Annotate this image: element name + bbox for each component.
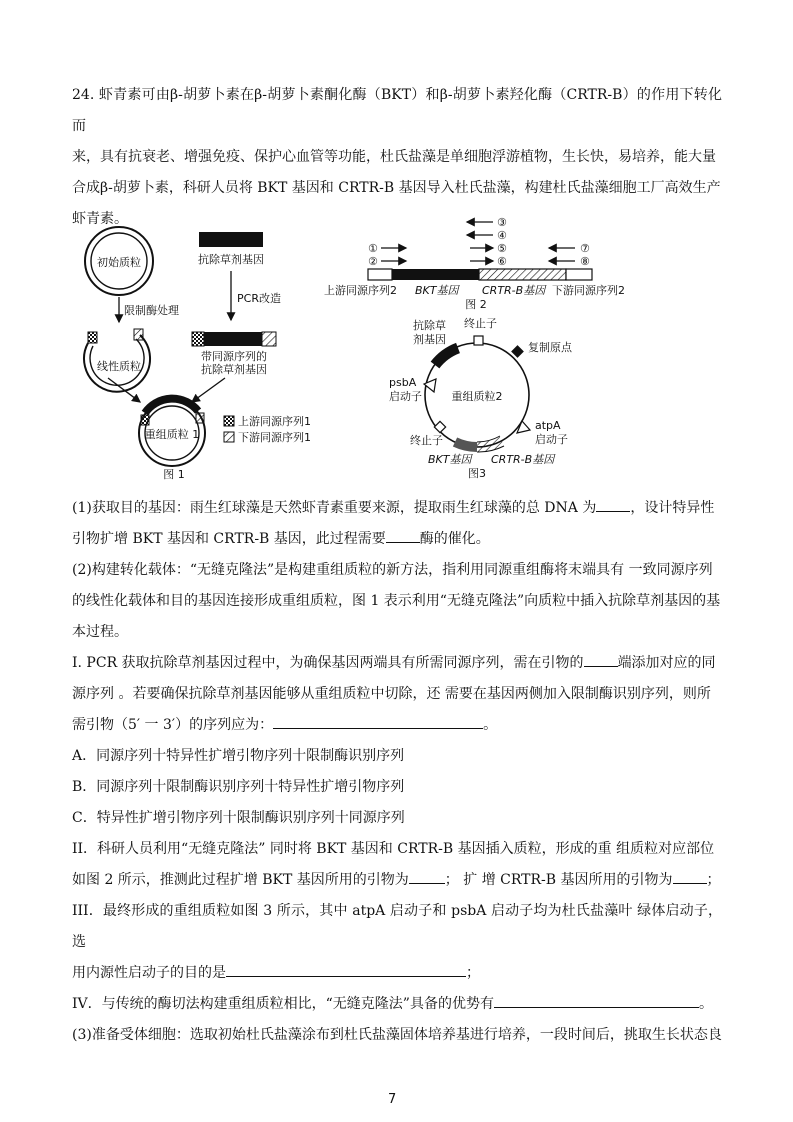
primer-4-label: ④ (497, 229, 507, 242)
herbicide-label-1: 抗除草 (413, 319, 446, 332)
q2iii-line-1: III．最终形成的重组质粒如图 3 所示，其中 atpA 启动子和 psbA 启动子均为杜氏盐藻叶 绿体启动子，选 (72, 903, 722, 950)
linear-plasmid-label: 线性质粒 (97, 360, 141, 373)
q1-line-2: 引物扩增 BKT 基因和 CRTR-B 基因，此过程需要 酶的催化。 (72, 524, 722, 555)
figures-area (0, 208, 793, 488)
arrow-merge-right (192, 378, 225, 402)
downstream-homolog-2-bar (566, 269, 592, 280)
herbicide-label-2: 剂基因 (413, 333, 446, 346)
page-number: 7 (388, 1092, 397, 1107)
answer-blank-6[interactable] (673, 867, 707, 884)
answer-blank-4[interactable] (273, 712, 483, 729)
answer-blank-8[interactable] (494, 991, 699, 1008)
bkt-label: BKT基因 (428, 453, 472, 466)
option-c: C．特异性扩增引物序列十限制酶识别序列十同源序列 (72, 810, 405, 826)
figure-2-caption: 图 2 (465, 298, 487, 311)
q3-line-1: (3)准备受体细胞：选取初始杜氏盐藻涂布到杜氏盐藻固体培养基进行培养，一段时间后，挑取生长状态良 (72, 1027, 722, 1043)
answer-blank-5[interactable] (409, 867, 445, 884)
primer-5-label: ⑤ (497, 242, 507, 255)
q2iv-line-1: IV．与传统的酶切法构建重组质粒相比，“无缝克隆法”具备的优势有 。 (72, 989, 722, 1020)
atpa-label-1: atpA (535, 419, 561, 432)
initial-plasmid (85, 227, 153, 295)
stem-line-1: 24. 虾青素可由β-胡萝卜素在β-胡萝卜素酮化酶（BKT）和β-胡萝卜素羟化酶（CRTR-B）的作用下转化而 (72, 87, 722, 134)
psba-label-2: 启动子 (389, 390, 422, 403)
upstream-homolog-2-bar (368, 269, 392, 280)
q2ii-line-2: 如图 2 所示，推测此过程扩增 BKT 基因所用的引物为 ； 扩 增 CRTR-B 基因所用的引物为 ； (72, 865, 722, 896)
stem-line-4: 虾青素。 (72, 211, 128, 227)
figure-1-caption: 图 1 (163, 468, 185, 481)
terminator-bottom-label: 终止子 (410, 434, 443, 447)
figure-3 (389, 316, 573, 480)
recombinant-plasmid-2-label: 重组质粒2 (451, 390, 503, 403)
answer-blank-2[interactable] (386, 526, 420, 543)
linear-plasmid (84, 329, 150, 392)
with-homolog-label-1: 带同源序列的 (201, 350, 267, 363)
q2iii-line-2: 用内源性启动子的目的是 ； (72, 958, 722, 989)
answer-blank-1[interactable] (596, 495, 630, 512)
stem-line-3: 合成β-胡萝卜素，科研人员将 BKT 基因和 CRTR-B 基因导入杜氏盐藻，构建杜氏盐藻细胞工厂高效生产 (72, 180, 721, 196)
recombinant-plasmid-1-label: 重组质粒 1 (144, 428, 200, 441)
recombinant-plasmid-1 (139, 399, 205, 466)
q2i-line-3: 需引物（5′ 一 3′）的序列应为： 。 (72, 710, 722, 741)
restriction-label: 限制酶处理 (124, 304, 179, 317)
q2ii-line-1: II．科研人员利用“无缝克隆法” 同时将 BKT 基因和 CRTR-B 基因插入质粒，形成的重 组质粒对应部位 (72, 841, 715, 857)
option-b: B．同源序列十限制酶识别序列十特异性扩增引物序列 (72, 779, 405, 795)
upstream-homolog-2-label: 上游同源序列2 (324, 284, 397, 297)
figure-3-caption: 图3 (468, 467, 486, 480)
figure-2 (324, 216, 625, 311)
bkt-gene-bar (392, 269, 479, 280)
legend-upstream-swatch (224, 416, 234, 426)
bkt-gene-label: BKT基因 (415, 284, 459, 297)
primer-8-label: ⑧ (580, 255, 590, 268)
psba-label-1: psbA (389, 376, 417, 389)
q2-line-3: 本过程。 (72, 624, 128, 640)
crtrb-label: CRTR-B基因 (491, 453, 555, 466)
primer-7-label: ⑦ (580, 242, 590, 255)
option-a: A．同源序列十特异性扩增引物序列十限制酶识别序列 (72, 748, 405, 764)
q2-line-1: (2)构建转化载体：“无缝克隆法”是构建重组质粒的新方法，指利用同源重组酶将末端具有 一致同源序列 (72, 562, 713, 578)
q2-line-2: 的线性化载体和目的基因连接形成重组质粒，图 1 表示利用“无缝克隆法”向质粒中插入抗除草剂基因的基 (72, 593, 721, 609)
terminator-top-box (474, 336, 483, 345)
atpa-promoter-marker (517, 421, 530, 433)
legend-downstream-swatch (224, 432, 234, 442)
arrow-merge-left (108, 378, 140, 402)
primer-3-label: ③ (497, 216, 507, 229)
with-homolog-label-2: 抗除草剂基因 (201, 363, 267, 376)
downstream-homolog-2-label: 下游同源序列2 (552, 284, 625, 297)
q2i-line-2: 源序列 。若要确保抗除草剂基因能够从重组质粒中切除，还 需要在基因两侧加入限制酶识别序列，则所 (72, 686, 711, 702)
herbicide-gene-with-homologs (192, 332, 276, 376)
ori-label: 复制原点 (528, 341, 572, 354)
primer-1-label: ① (368, 242, 378, 255)
pcr-label: PCR改造 (237, 292, 281, 305)
crtrb-gene-label: CRTR-B基因 (482, 284, 546, 297)
primer-2-label: ② (368, 255, 378, 268)
primer-6-label: ⑥ (497, 255, 507, 268)
crtrb-gene-bar (479, 269, 566, 280)
terminator-top-label: 终止子 (464, 317, 497, 330)
herbicide-gene-bar (199, 232, 263, 247)
legend-downstream-label: 下游同源序列1 (238, 431, 311, 444)
herbicide-gene-segment (435, 348, 458, 365)
terminator-bottom-box (434, 421, 445, 432)
question-body (72, 493, 722, 1051)
q2i-line-1: I. PCR 获取抗除草剂基因过程中，为确保基因两端具有所需同源序列，需在引物的 端添加对应的同 (72, 648, 722, 679)
answer-blank-3[interactable] (584, 650, 618, 667)
legend-upstream-label: 上游同源序列1 (238, 415, 311, 428)
initial-plasmid-label: 初始质粒 (97, 256, 141, 269)
stem-line-2: 来，具有抗衰老、增强免疫、保护心血管等功能，杜氏盐藻是单细胞浮游植物，生长快，易培养，能大量 (72, 149, 716, 165)
ori-marker (511, 345, 524, 358)
q1-line-1: (1)获取目的基因：雨生红球藻是天然虾青素重要来源，提取雨生红球藻的总 DNA 为 ，设计特异性 (72, 493, 722, 524)
figure-1 (84, 227, 311, 481)
herbicide-gene-label: 抗除草剂基因 (198, 253, 264, 266)
answer-blank-7[interactable] (226, 960, 466, 977)
atpa-label-2: 启动子 (535, 433, 568, 446)
bkt-gene-segment (455, 442, 477, 447)
